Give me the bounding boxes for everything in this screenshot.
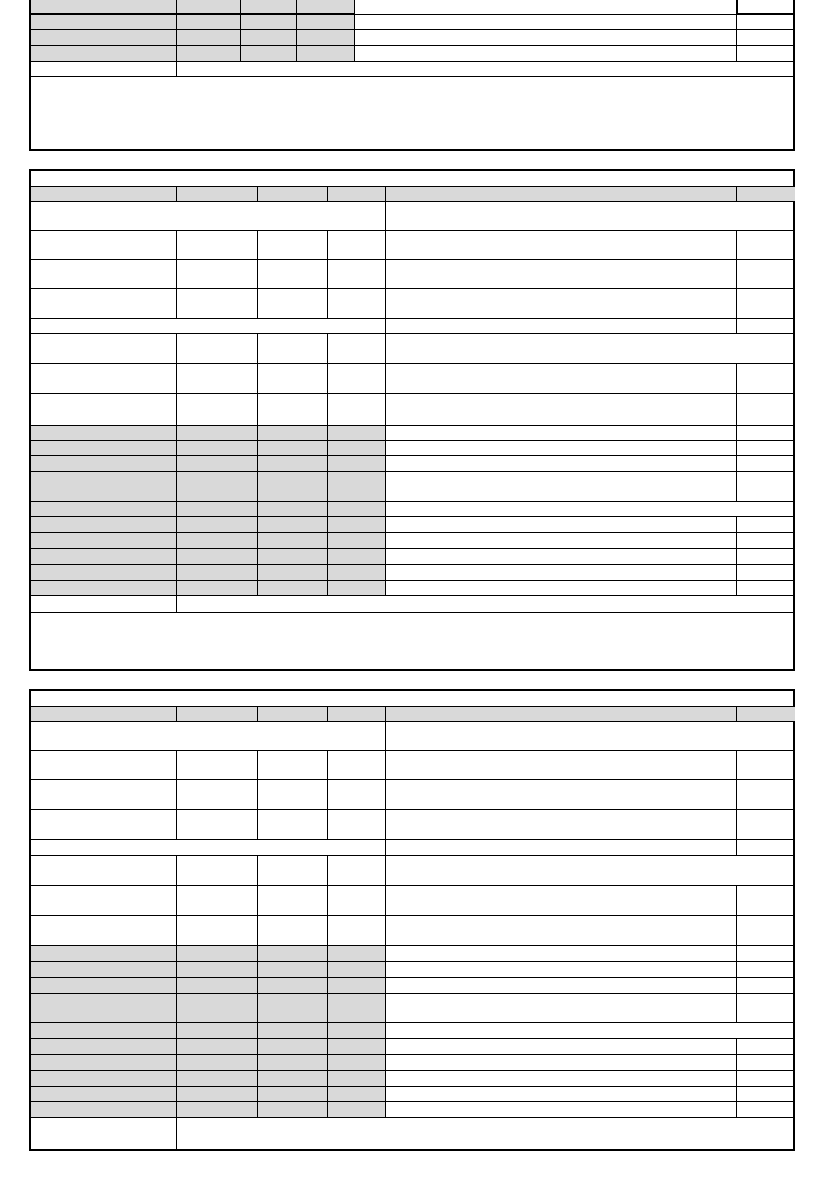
block-title-row xyxy=(31,171,795,187)
block-title-row xyxy=(31,691,795,707)
notes-area xyxy=(31,613,795,669)
notes-area xyxy=(31,77,795,149)
form-block-3 xyxy=(29,689,795,1151)
form-block-2 xyxy=(29,169,795,671)
form-block-top xyxy=(29,0,795,151)
